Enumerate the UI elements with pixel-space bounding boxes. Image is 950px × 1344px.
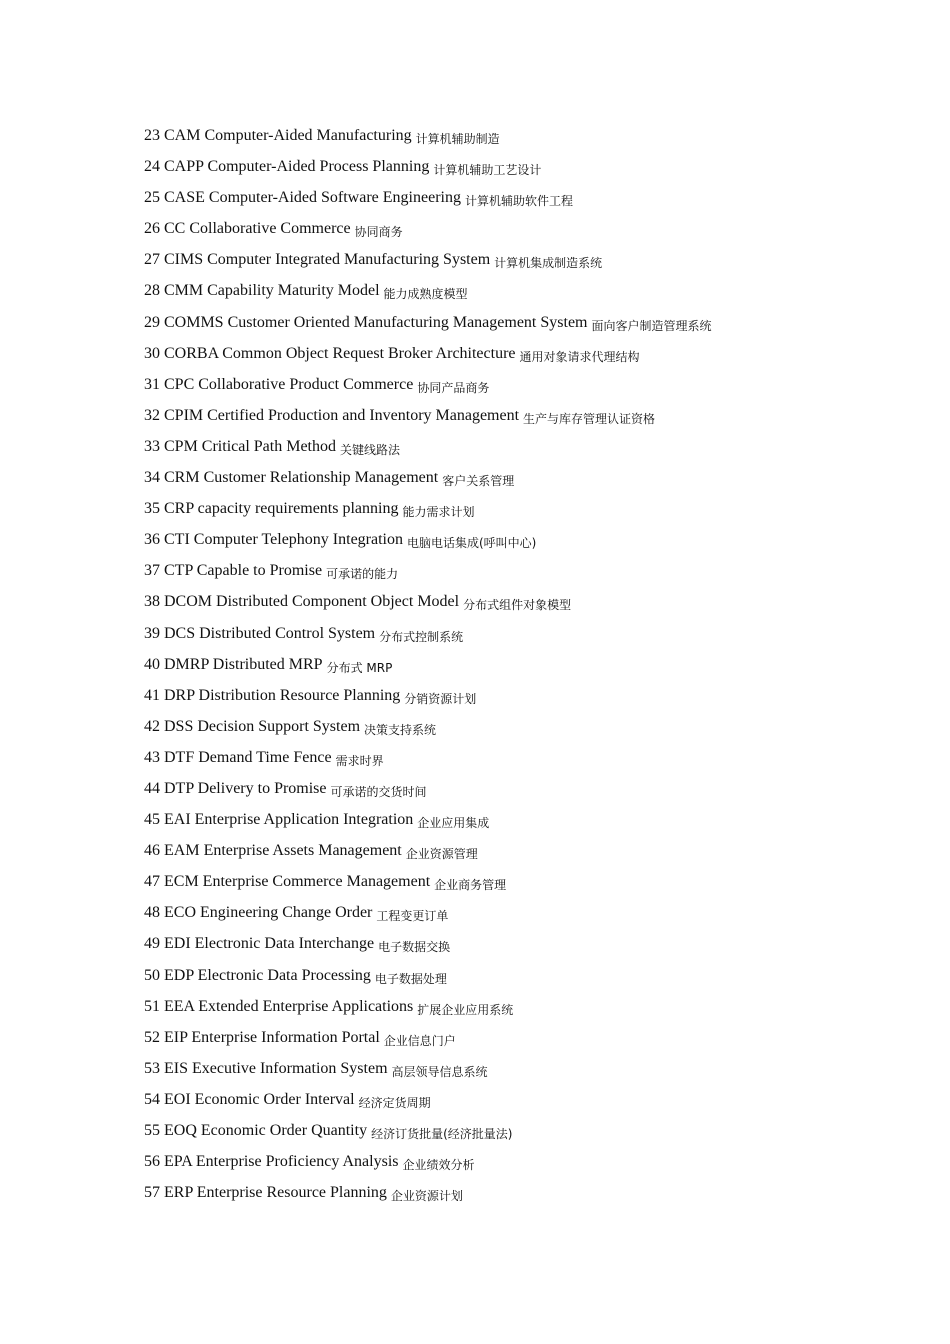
entry-abbreviation: EOQ: [164, 1122, 197, 1139]
entry-abbreviation: EDP: [164, 966, 194, 984]
entry-chinese-term: 分销资源计划: [404, 691, 477, 706]
entry-number: 33: [144, 437, 160, 455]
entry-abbreviation: ECM: [164, 873, 199, 891]
glossary-entry: [144, 715, 924, 746]
entry-abbreviation: DRP: [164, 686, 195, 704]
entry-number: 55: [144, 1122, 160, 1139]
entry-english-term: Demand Time Fence: [198, 748, 332, 766]
entry-chinese-term: 计算机辅助制造: [415, 132, 500, 146]
entry-english-term: Engineering Change Order: [200, 904, 373, 922]
entry-chinese-term: 计算机集成制造系统: [494, 256, 603, 271]
entry-number: 27: [144, 251, 160, 269]
entry-english-term: Extended Enterprise Applications: [198, 997, 414, 1015]
entry-chinese-term: 能力需求计划: [402, 505, 475, 520]
entry-abbreviation: EAM: [164, 842, 200, 860]
glossary-entry: [144, 217, 924, 248]
entry-number: 56: [144, 1153, 160, 1171]
entry-number: 26: [144, 220, 160, 238]
entry-abbreviation: DTP: [164, 779, 194, 797]
glossary-entry: [144, 559, 924, 590]
entry-english-term: Enterprise Information Portal: [191, 1028, 380, 1046]
glossary-entry: [144, 1150, 924, 1181]
entry-abbreviation: CRM: [164, 469, 200, 487]
entry-english-term: Executive Information System: [192, 1059, 388, 1077]
entry-chinese-term: 计算机辅助软件工程: [464, 194, 573, 209]
entry-english-term: Electronic Data Processing: [197, 966, 371, 984]
entry-chinese-term: 需求时界: [335, 753, 384, 768]
entry-english-term: Computer-Aided Process Planning: [207, 158, 430, 176]
entry-chinese-term: 电脑电话集成(呼叫中心): [406, 536, 537, 551]
entry-abbreviation: CORBA: [164, 344, 219, 362]
entry-english-term: Collaborative Commerce: [189, 220, 351, 238]
entry-number: 48: [144, 904, 160, 922]
entry-chinese-term: 能力成熟度模型: [383, 287, 468, 302]
glossary-entry: [144, 528, 924, 559]
entry-english-term: Electronic Data Interchange: [194, 935, 375, 953]
entry-number: 49: [144, 935, 160, 953]
entry-abbreviation: CAPP: [164, 158, 204, 176]
entry-english-term: Economic Order Interval: [194, 1090, 355, 1108]
entry-number: 52: [144, 1028, 160, 1046]
entry-number: 45: [144, 811, 160, 829]
glossary-entry: [144, 1057, 924, 1088]
entry-chinese-term: 工程变更订单: [376, 909, 449, 924]
entry-number: 35: [144, 500, 160, 518]
entry-english-term: Decision Support System: [197, 717, 361, 735]
glossary-entry: [144, 155, 924, 186]
entry-english-term: Enterprise Proficiency Analysis: [195, 1153, 399, 1171]
entry-english-term: Computer Integrated Manufacturing System: [207, 251, 491, 269]
glossary-entry: [144, 124, 924, 155]
entry-english-term: Delivery to Promise: [197, 779, 327, 797]
entry-english-term: capacity requirements planning: [197, 500, 399, 518]
entry-number: 47: [144, 873, 160, 891]
entry-chinese-term: 协同商务: [354, 225, 403, 240]
entry-abbreviation: EPA: [164, 1153, 192, 1171]
entry-abbreviation: EDI: [164, 935, 191, 953]
entry-abbreviation: ECO: [164, 904, 196, 922]
entry-abbreviation: ERP: [164, 1184, 193, 1202]
entry-abbreviation: CAM: [164, 127, 201, 144]
entry-number: 28: [144, 282, 160, 300]
entry-english-term: Enterprise Commerce Management: [202, 873, 431, 891]
entry-abbreviation: CASE: [164, 189, 205, 207]
glossary-entry: [144, 1119, 924, 1150]
entry-chinese-term: 客户关系管理: [442, 474, 515, 489]
entry-english-term: Distribution Resource Planning: [198, 686, 401, 704]
entry-number: 39: [144, 624, 160, 642]
entry-abbreviation: DCS: [164, 624, 196, 642]
glossary-entry: [144, 466, 924, 497]
entry-abbreviation: CPIM: [164, 406, 204, 424]
entry-number: 40: [144, 655, 160, 673]
glossary-entry: [144, 590, 924, 621]
entry-chinese-term: 电子数据交换: [378, 940, 451, 955]
entry-abbreviation: EIS: [164, 1059, 188, 1077]
entry-abbreviation: CPC: [164, 375, 195, 393]
glossary-entry: [144, 1181, 924, 1212]
entry-number: 25: [144, 189, 160, 207]
entry-chinese-term: 企业商务管理: [434, 878, 507, 893]
entry-chinese-term: 生产与库存管理认证资格: [523, 411, 656, 426]
entry-abbreviation: EAI: [164, 811, 191, 829]
glossary-entry: [144, 870, 924, 901]
entry-chinese-term: 通用对象请求代理结构: [519, 349, 640, 364]
entry-number: 42: [144, 717, 160, 735]
entry-chinese-term: 经济定货周期: [358, 1095, 431, 1110]
glossary-entry: [144, 932, 924, 963]
glossary-entry: [144, 373, 924, 404]
glossary-entry: [144, 311, 924, 342]
glossary-entry: [144, 964, 924, 995]
entry-abbreviation: COMMS: [164, 313, 224, 331]
entry-abbreviation: EIP: [164, 1028, 188, 1046]
entry-english-term: Common Object Request Broker Architecture: [222, 344, 516, 362]
entry-chinese-term: 高层领导信息系统: [391, 1064, 488, 1079]
entry-abbreviation: DMRP: [164, 655, 209, 673]
glossary-entry: [144, 995, 924, 1026]
entry-abbreviation: CC: [164, 220, 186, 238]
entry-abbreviation: CIMS: [164, 251, 204, 269]
entry-english-term: Certified Production and Inventory Management: [207, 406, 520, 424]
entry-abbreviation: CTP: [164, 562, 193, 580]
entry-chinese-term: 可承诺的交货时间: [330, 784, 427, 799]
entry-abbreviation: CRP: [164, 500, 194, 518]
glossary-entry: [144, 622, 924, 653]
entry-english-term: Computer-Aided Software Engineering: [208, 189, 461, 207]
entry-english-term: Customer Relationship Management: [203, 469, 439, 487]
entry-number: 38: [144, 593, 160, 611]
entry-chinese-term: 企业应用集成: [417, 816, 490, 831]
entry-number: 29: [144, 313, 160, 331]
entry-english-term: Collaborative Product Commerce: [198, 375, 414, 393]
entry-number: 30: [144, 344, 160, 362]
glossary-list: [144, 124, 924, 1212]
entry-chinese-term: 协同产品商务: [417, 380, 490, 395]
entry-number: 44: [144, 779, 160, 797]
glossary-entry: [144, 1088, 924, 1119]
entry-chinese-term: 计算机辅助工艺设计: [433, 163, 542, 178]
entry-chinese-term: 企业绩效分析: [402, 1158, 475, 1173]
entry-abbreviation: EOI: [164, 1090, 191, 1108]
entry-abbreviation: CMM: [164, 282, 204, 300]
entry-number: 43: [144, 748, 160, 766]
entry-chinese-term: 面向客户制造管理系统: [591, 318, 712, 333]
glossary-entry: [144, 342, 924, 373]
glossary-entry: [144, 248, 924, 279]
entry-chinese-term: 企业信息门户: [383, 1033, 456, 1048]
entry-chinese-term: 分布式 MRP: [326, 660, 393, 675]
entry-english-term: Distributed MRP: [212, 655, 323, 673]
entry-english-term: Capability Maturity Model: [207, 282, 380, 300]
entry-english-term: Enterprise Assets Management: [203, 842, 402, 860]
entry-chinese-term: 经济订货批量(经济批量法): [371, 1127, 513, 1141]
entry-english-term: Computer Telephony Integration: [193, 531, 403, 549]
entry-chinese-term: 分布式控制系统: [379, 629, 464, 644]
entry-chinese-term: 决策支持系统: [364, 722, 437, 737]
entry-chinese-term: 电子数据处理: [374, 971, 447, 986]
entry-chinese-term: 扩展企业应用系统: [417, 1002, 514, 1017]
entry-english-term: Capable to Promise: [196, 562, 323, 580]
glossary-entry: [144, 808, 924, 839]
entry-abbreviation: DTF: [164, 748, 195, 766]
entry-english-term: Customer Oriented Manufacturing Management System: [227, 313, 588, 331]
entry-number: 37: [144, 562, 160, 580]
glossary-entry: [144, 653, 924, 684]
glossary-entry: [144, 279, 924, 310]
entry-english-term: Enterprise Application Integration: [194, 811, 414, 829]
entry-number: 51: [144, 997, 160, 1015]
glossary-entry: [144, 746, 924, 777]
entry-number: 36: [144, 531, 160, 549]
entry-number: 34: [144, 469, 160, 487]
entry-english-term: Distributed Component Object Model: [216, 593, 460, 611]
glossary-entry: [144, 1026, 924, 1057]
entry-number: 31: [144, 375, 160, 393]
entry-number: 50: [144, 966, 160, 984]
entry-chinese-term: 可承诺的能力: [326, 567, 399, 582]
entry-abbreviation: EEA: [164, 997, 195, 1015]
entry-english-term: Economic Order Quantity: [200, 1122, 368, 1139]
entry-number: 24: [144, 158, 160, 176]
entry-chinese-term: 企业资源计划: [390, 1189, 463, 1204]
glossary-entry: [144, 435, 924, 466]
entry-chinese-term: 企业资源管理: [405, 847, 478, 862]
glossary-entry: [144, 839, 924, 870]
entry-number: 41: [144, 686, 160, 704]
entry-abbreviation: CTI: [164, 531, 190, 549]
glossary-entry: [144, 404, 924, 435]
entry-chinese-term: 关键线路法: [340, 442, 401, 457]
entry-number: 57: [144, 1184, 160, 1202]
glossary-entry: [144, 186, 924, 217]
glossary-entry: [144, 684, 924, 715]
glossary-entry: [144, 777, 924, 808]
entry-number: 53: [144, 1059, 160, 1077]
entry-chinese-term: 分布式组件对象模型: [463, 598, 572, 613]
entry-number: 46: [144, 842, 160, 860]
entry-abbreviation: DCOM: [164, 593, 213, 611]
entry-english-term: Critical Path Method: [201, 437, 336, 455]
entry-number: 23: [144, 127, 160, 144]
entry-english-term: Computer-Aided Manufacturing: [204, 127, 412, 144]
entry-number: 32: [144, 406, 160, 424]
entry-english-term: Enterprise Resource Planning: [196, 1184, 387, 1202]
entry-abbreviation: CPM: [164, 437, 198, 455]
entry-abbreviation: DSS: [164, 717, 194, 735]
glossary-entry: [144, 497, 924, 528]
entry-number: 54: [144, 1090, 160, 1108]
entry-english-term: Distributed Control System: [199, 624, 376, 642]
glossary-entry: [144, 901, 924, 932]
